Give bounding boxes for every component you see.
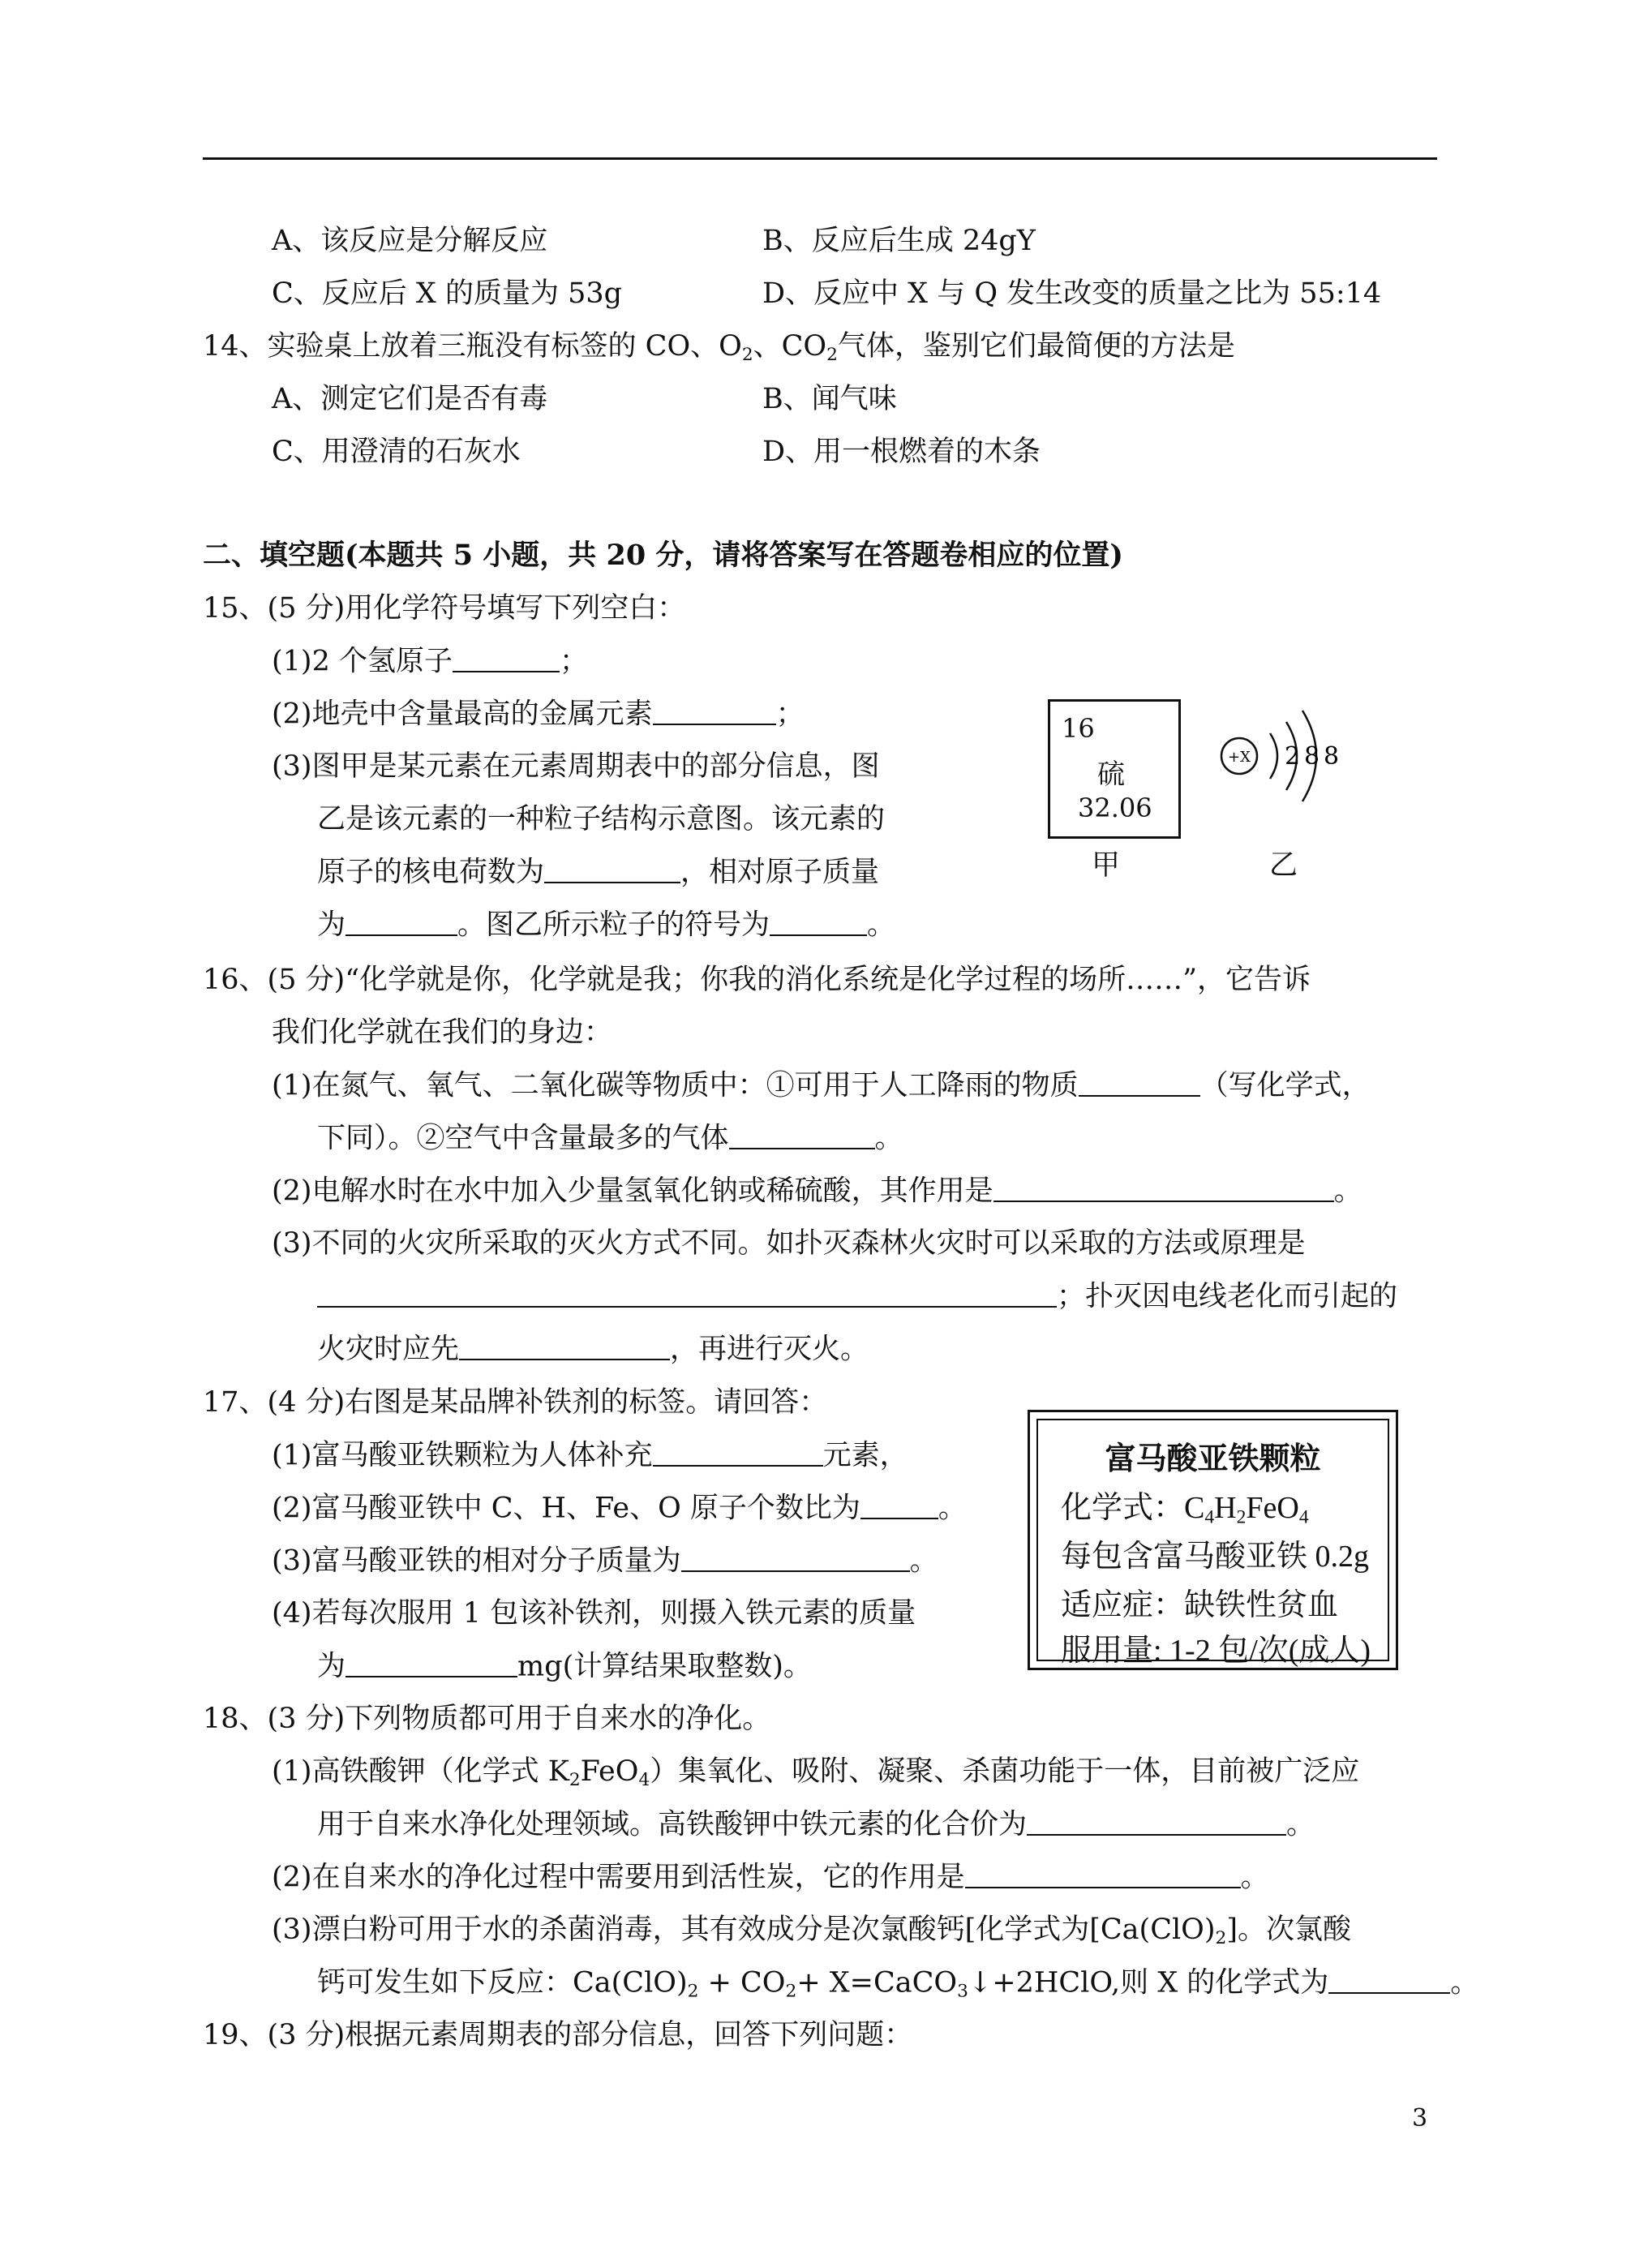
q18-part3-line1: (3)漂白粉可用于水的杀菌消毒，其有效成分是次氯酸钙[化学式为$[Ca(ClO)_2]$。次氯酸 (272, 1914, 1351, 1949)
q14-option-c: C、用澄清的石灰水 (272, 436, 521, 468)
atomic-mass: 32.06 (1078, 793, 1152, 823)
label-formula: 化学式：$C_4H_2FeO_4$ (1061, 1491, 1309, 1528)
q15-part3-line2: 乙是该元素的一种粒子结构示意图。该元素的 (317, 803, 886, 835)
q17-stem: 17、(4 分)右图是某品牌补铁剂的标签。请回答： (203, 1386, 828, 1419)
q16-part3-line1: (3)不同的火灾所采取的灭火方式不同。如扑灭森林火灾时可以采取的方法或原理是 (272, 1227, 1306, 1260)
q18-part3-line2: 钙可发生如下反应：$Ca(ClO)_2 + CO_2+$ X=CaCO$_3$↓+2HClO,则 X 的化学式为 。 (317, 1966, 1479, 2002)
q17-part3: (3)富马酸亚铁的相对分子质量为 。 (272, 1544, 938, 1578)
q19-stem: 19、(3 分)根据元素周期表的部分信息，回答下列问题： (203, 2019, 913, 2051)
header-rule (203, 157, 1437, 160)
q15-stem: 15、(5 分)用化学符号填写下列空白： (203, 592, 686, 625)
nucleus-charge: +X (1228, 749, 1251, 766)
q16-part1-line1: (1)在氮气、氧气、二氧化碳等物质中：①可用于人工降雨的物质 （写化学式， (272, 1069, 1371, 1102)
label-title: 富马酸亚铁颗粒 (1105, 1442, 1321, 1476)
label-indication: 适应症：缺铁性贫血 (1061, 1588, 1339, 1622)
page-number: 3 (1412, 2104, 1428, 2133)
supplement-label (1028, 1410, 1398, 1670)
element-cell-figure (1048, 699, 1181, 839)
figure-jia-caption: 甲 (1092, 849, 1121, 882)
q17-part4-line1: (4)若每次服用 1 包该补铁剂，则摄入铁元素的质量 (272, 1597, 916, 1630)
q15-part1: (1)2 个氢原子 ； (272, 645, 588, 678)
atomic-number: 16 (1062, 713, 1095, 744)
q17-part1: (1)富马酸亚铁颗粒为人体补充 元素， (272, 1439, 908, 1472)
element-name: 硫 (1097, 758, 1125, 791)
shell-2-electrons: 8 (1304, 742, 1320, 771)
q14-option-a: A、测定它们是否有毒 (272, 383, 548, 415)
q15-part3-line1: (3)图甲是某元素在元素周期表中的部分信息，图 (272, 750, 880, 783)
figure-yi-caption: 乙 (1269, 849, 1298, 882)
q18-part1-line2: 用于自来水净化处理领域。高铁酸钾中铁元素的化合价为 。 (317, 1808, 1315, 1841)
q16-part1-line2: 下同）。②空气中含量最多的气体 。 (317, 1122, 903, 1155)
supplement-label-inner (1036, 1419, 1389, 1668)
q15-part3-line3: 原子的核电荷数为 ，相对原子质量 (317, 856, 880, 889)
label-dose: 每包含富马酸亚铁 0.2g (1061, 1540, 1370, 1574)
q15-part3-line4: 为 。图乙所示粒子的符号为 。 (317, 908, 896, 942)
q14-stem: 14、实验桌上放着三瓶没有标签的 CO、$O_2$、$CO_2$气体，鉴别它们最简便的方法是 (203, 330, 1235, 366)
q17-part2: (2)富马酸亚铁中 C、H、Fe、O 原子个数比为 。 (272, 1492, 967, 1525)
q15-part2: (2)地壳中含量最高的金属元素 ； (272, 698, 805, 731)
q18-stem: 18、(3 分)下列物质都可用于自来水的净化。 (203, 1703, 771, 1735)
q13-option-a: A、该反应是分解反应 (272, 225, 548, 257)
shell-3-electrons: 8 (1324, 742, 1340, 771)
q13-option-d: D、反应中 X 与 Q 发生改变的质量之比为 55:14 (762, 277, 1382, 310)
q13-option-c: C、反应后 X 的质量为 53g (272, 277, 623, 310)
q16-part2: (2)电解水时在水中加入少量氢氧化钠或稀硫酸，其作用是 。 (272, 1175, 1362, 1208)
q14-option-b: B、闻气味 (762, 383, 897, 415)
q16-part3-line2: ；扑灭因电线老化而引起的 (317, 1279, 1397, 1313)
label-usage: 服用量: 1-2 包/次(成人) (1061, 1634, 1371, 1668)
q18-part2: (2)在自来水的净化过程中需要用到活性炭，它的作用是 。 (272, 1861, 1269, 1894)
shell-1-electrons: 2 (1285, 742, 1301, 771)
particle-structure-diagram (1207, 698, 1369, 819)
q16-part3-line3: 火灾时应先 ，再进行灭火。 (317, 1333, 869, 1366)
q16-stem-line2: 我们化学就在我们的身边： (272, 1016, 613, 1049)
section-heading: 二、填空题(本题共 5 小题，共 20 分，请将答案写在答题卷相应的位置) (203, 539, 1123, 572)
q13-option-b: B、反应后生成 24gY (762, 225, 1036, 257)
q17-part4-line2: 为 mg(计算结果取整数)。 (317, 1650, 812, 1683)
q14-option-d: D、用一根燃着的木条 (762, 436, 1041, 468)
q18-part1-line1: (1)高铁酸钾（化学式 $K_2FeO_4$）集氧化、吸附、凝聚、杀菌功能于一体，目前被广泛应 (272, 1755, 1360, 1791)
q16-stem-line1: 16、(5 分)“化学就是你，化学就是我；你我的消化系统是化学过程的场所……”，它告诉 (203, 964, 1311, 996)
electron-shell-1 (1270, 733, 1277, 779)
